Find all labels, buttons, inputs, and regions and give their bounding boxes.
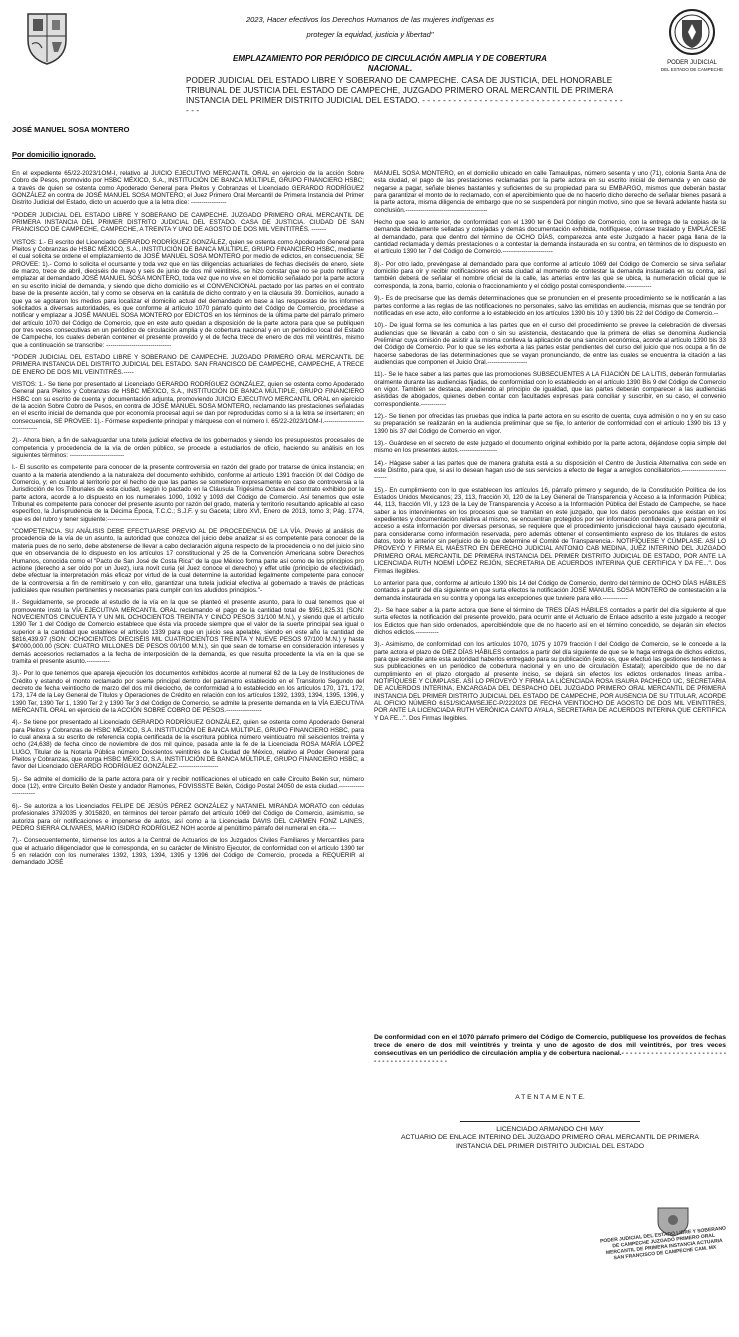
- paragraph: 6).- Se autoriza a los Licenciados FELIPE DE JESÚS PÉREZ GONZÁLEZ y NATANIEL MIRANDA MORATO con cédulas profesionales 3792035 y 3015820, en términos del tercer párrafo del artículo 1069 del Código de Comercio, asimismo, se autoriza para oír notificaciones e imponerse de autos, así como a la Licenciada DAVIS DEL CARMEN FONZ LAINES, PEDRO SIERRA OLIVARES, MARIO ISIDRO RODRÍGUEZ NOH acorde al penúltimo párrafo del numeral en cita.---: [12, 802, 364, 832]
- right-column-text: [374, 170, 726, 1030]
- addressee-domicile: Por domicilio ignorado.: [12, 150, 96, 159]
- paragraph: VISTOS: 1.- Se tiene por presentado al Licenciado GERARDO RODRÍGUEZ GONZÁLEZ, quien se ostenta como Apoderado General para Pleitos y Cobranzas de HSBC MÉXICO, S.A., INSTITUCIÓN DE BANCA MÚLTIPLE, GRUPO FINANCIERO HSBC con su escrito de cuenta y documentación adjunta, promoviendo JUICIO EJECUTIVO MERCANTIL ORAL en ejercicio de la acción Sobre Cobro de Pesos, en contra de JOSÉ MANUEL SOSA MONTERO, reclamando las prestaciones señaladas en el escrito inicial de demanda que por economía procesal aquí se dan por reproducidas como si a la letra se insertaren; en consecuencia, SE PROVEE: 1).- Fórmese expediente principal y márquese con el número I. 65/22-2023/1OM-I.-------------------------------: [12, 380, 364, 432]
- signer-role-line-1: ACTUARIO DE ENLACE INTERINO DEL JUZGADO PRIMERO ORAL MERCANTIL DE PRIMERA: [401, 1134, 699, 1141]
- paragraph: 2).- Ahora bien, a fin de salvaguardar una tutela judicial efectiva de los gobernados y siendo los presupuestos procesales de competencia y procedencia de la vía de orden público, se procede a estudiarlos de oficio, haciendo su análisis en los siguientes términos: --------------------------: [12, 437, 364, 460]
- paragraph: Hecho que sea lo anterior, de conformidad con el 1390 ter 6 Del Código de Comercio, con la entrega de la copias de la demanda debidamente selladas y cotejadas y demás documentación exhibida, notifíquese, córrase traslado y EMPLÁCESE al demandado, para que dentro del término de OCHO DÍAS, comparezca ante este Juzgado a hacer paga llana de la cantidad reclamada y demás prestaciones o a contestar la demanda instaurada en su contra, en términos de lo dispuesto en el artículo 1390 ter 7 del Código de Comercio.------------------------: [374, 219, 726, 256]
- paragraph: VISTOS: 1.- El escrito del Licenciado GERARDO RODRÍGUEZ GONZÁLEZ, quien se ostenta como Apoderado General para Pleitos y Cobranzas de HSBC MÉXICO, S.A., INSTITUCIÓN DE BANCA MÚLTIPLE, GRUPO FINANCIERO HSBC, mediante el cual solicita se ordene el emplazamiento de JOSÉ MANUEL SOSA MONTERO por medio de edictos, en consecuencia; SE PROVEE: 1).- Como lo solicita el ocursante y toda vez que en las diligencias actuariales de fechas dieciséis de enero, siete de marzo, trece de abril, dieciséis de mayo y seis de junio de dos mil veintitrés, se hizo constar que no se pudo notificar y emplazar al demandado JOSÉ MANUEL SOSA MONTERO, toda vez que no vive en el domicilio señalado por la parte actora en su escrito inicial de demanda, y siendo que dicho domicilio es el CONVENCIONAL pactado por las partes en el contrato base de la presente acción, tal y como se observa en la carátula de dicho contrato y en la cláusula 39. Domicilios, aunado a que ya se agotaron los medios para localizar el domicilio actual del demandado en base a las respuestas de los informes solicitados a diversas autoridades, es que conforme al artículo 1070 párrafo quinto del Código de Comercio, procédase a notificar y emplazar a JOSÉ MANUEL SOSA MONTERO por EDICTOS en los términos de la última parte del párrafo primero del artículo 1070 del Código de Comercio, que en este auto quedan a disposición de la parte actora para que se publiquen por tres veces consecutivas en un periódico de circulación amplia y de cobertura nacional y en un periódico local del Estado de Campeche, los cuales deberán contener el presente proveído y el de fecha trece de enero de dos mil veintitrés, mismo que a continuación se transcribe: -------------------------------: [12, 238, 364, 349]
- signature-line: [460, 1121, 640, 1122]
- motto-line-2: proteger la equidad, justicia y libertad": [306, 30, 434, 39]
- paragraph: I.- El suscrito es competente para conocer de la presente controversia en razón del grado por tratarse de única instancia; en cuanto a la materia atendiendo a la naturaleza del documento exhibido, conforme al artículo 1391 fracción IX del Código de Comercio, y; en cuanto al territorio por el hecho de que las partes se sometieron expresamente en caso de controversia a la Jurisdicción de los Tribunales de esta ciudad, según lo pactado en la Cláusula Trigésima Octava del contrato exhibido por la parte actora, acorde a lo dispuesto en los numerales 1090, 1092 y 1093 del Código de Comercio. Así tenemos que este Tribunal es competente para conocer del presente asunto por razón del grado, materia y territorio resultando aplicable al caso específico, la Jurisprudencia de la Décima Época, T.C.C.; S.J.F. y su Gaceta; Libro XVI, Enero de 2013, tomo 3; Pág. 1774, que es del rubro y tener siguiente:--------------------: [12, 464, 364, 523]
- paragraph: 10).- De igual forma se les comunica a las partes que en el curso del procedimiento se prevee la celebración de diversas audiencias que se llevarán a cabo con o sin su asistencia, destacando que la primera de ellas se denomina Audiencia Preliminar cuya omisión de asistir a la misma conlleva la aplicación de una sanción económica, acorde al artículo 1390 bis 33 del Código de Comercio. Por lo que se les exhorta a las partes estar pendientes del curso del juicio que nos ocupa a fin de hacerse sabedoras de las determinaciones que se vayan pronunciando, de entre las cuales se encuentra la citación a las audiencias que componen el Juicio Oral.-------------------: [374, 322, 726, 366]
- paragraph: Lo anterior para que, conforme al artículo 1390 bis 14 del Código de Comercio, dentro del término de OCHO DÍAS HÁBILES contados a partir del día siguiente en que surta efectos la notificación JOSÉ MANUEL SOSA MONTERO de contestación a la demanda instaurada en su contra y oponga las excepciones que tuviere para ello.------------: [374, 579, 726, 602]
- paragraph: 8).- Por otro lado, prevéngase al demandado para que conforme al artículo 1069 del Código de Comercio se sirva señalar domicilio para oír y recibir notificaciones en esta ciudad al momento de contestar la demanda instaurada en su contra, así también deberá de señalar el nombre oficial de la calle, las arterias entre las que se ubica, la numeración oficial que le corresponda, la zona, barrio, colonia o fraccionamiento y el código postal correspondiente.------------: [374, 260, 726, 290]
- paragraph: 5).- Se admite el domicilio de la parte actora para oír y recibir notificaciones el ubicado en calle Circuito Belén sur, número doce (12), entre Circuito Belén Oeste y andador Ramones, FOVISSSTE Belén, Código Postal 24050 de esta ciudad.-----------------------: [12, 775, 364, 798]
- stamp-text: PODER JUDICIAL DEL ESTADO LIBRE Y SOBERANO DE CAMPECHE JUZGADO PRIMERO ORAL MERCANTIL DE PRIMERA INSTANCIA ACTUARIA SAN FRANCISCO DE CAMPECHE CAM. MX: [599, 1225, 727, 1262]
- paragraph: "PODER JUDICIAL DEL ESTADO LIBRE Y SOBERANO DE CAMPECHE. JUZGADO PRIMERO ORAL MERCANTIL DE PRIMERA INSTANCIA DEL DISTRITO JUDICIAL DEL ESTADO. SAN FRANCISCO DE CAMPECHE, CAMPECHE, A TRECE DE ENERO DE DOS MIL VEINTITRÉS.-----: [12, 353, 364, 376]
- paragraph: 11).- Se le hace saber a las partes que las promociones SUBSECUENTES A LA FIJACIÓN DE LA LITIS, deberán formularlas oralmente durante las audiencias fijadas, de conformidad con lo establecido en el artículo 1390 Bis 9 del Código de Comercio en vigor. También se destaca, atendiendo al principio de igualdad, que las partes deberán comparecer a las audiencias asistidas de abogados, quienes deben contar con facultades expresas para conciliar y suscribir, en su caso, el convenio correspondiente.------------: [374, 371, 726, 408]
- paragraph: En el expediente 65/22-2023/1OM-I, relativo al JUICIO EJECUTIVO MERCANTIL ORAL en ejercicio de la acción Sobre Cobro de Pesos, promovido por HSBC MÉXICO, S.A., INSTITUCIÓN DE BANCA MÚLTIPLE, GRUPO FINANCIERO HSBC; a través de quien se ostenta como Apoderado General para Pleitos y Cobranzas el Licenciado GERARDO RODRÍGUEZ GONZÁLEZ en contra de JOSÉ MANUEL SOSA MONTERO; el Juez Primero Oral Mercantil de Primera Instancia del Primer Distrito Judicial del Estado, dicto un acuerdo que a la letra dice: -----------------: [12, 170, 364, 207]
- title-line-2: NACIONAL.: [367, 64, 413, 73]
- paragraph: 2).- Se hace saber a la parte actora que tiene el término de TRES DÍAS HÁBILES contados a partir del día siguiente al que surta efectos la notificación del presente proveído, para ocurrir ante el Actuario de Enlace adscrito a este juzgado a recoger los Edictos que han sido ordenados, apercibiéndole que de no hacerlo así en el término concedido, se dejarán sin efectos dichos edictos.-----------: [374, 606, 726, 636]
- signature-block: [374, 1094, 726, 1151]
- paragraph: 3).- Por lo que tenemos que apareja ejecución los documentos exhibidos acorde al numeral 62 de la Ley de Instituciones de Crédito y estando el monto reclamado por suerte principal dentro del parámetro establecido en el Transitorio Segundo del decreto de fecha veintiocho de marzo del dos mil dieciocho, de conformidad a lo establecido en los artículos 170, 171, 172, 173, 174 de la Ley General de Títulos y Operaciones de Crédito en relación con los artículos 1392, 1393, 1394, 1395, 1396, y 1390 Ter, 1390 Ter 1, 1390 Ter 2 y 1390 Ter 3 del Código de Comercio, se admite la presente demanda en la VÍA EJECUTIVA MERCANTIL ORAL en ejercicio de la ACCIÓN SOBRE COBRO DE PESOS.-----------------: [12, 670, 364, 715]
- paragraph: 9).- Es de precisarse que las demás determinaciones que se pronuncien en el presente procedimiento se le notificarán a las partes conforme a las reglas de las notificaciones no personales, salvo las emitidas en audiencia, mismas que se tendrán por notificadas en ese acto, ello conforme a lo establecido en los artículos 1390 bis 10 y 1390 bis 22 del Código de Comercio.--: [374, 295, 726, 317]
- addressee-name: JOSÉ MANUEL SOSA MONTERO: [12, 125, 130, 134]
- header-motto: [140, 12, 600, 42]
- court-header: PODER JUDICIAL DEL ESTADO LIBRE Y SOBERANO DE CAMPECHE. CASA DE JUSTICIA, DEL HONORABLE TRIBUNAL DE JUSTICIA DEL ESTADO DE CAMPECHE, JUZGADO PRIMERO ORAL MERCANTIL DE PRIMERA INSTANCIA DEL PRIMER DISTRITO JUDICIAL DEL ESTADO. - - - - - - - - - - - - - - - - - - - - - - - - - - - - - - - - - - - - - - - - - -: [186, 76, 623, 115]
- paragraph: 14).- Hágase saber a las partes que de manera gratuita está a su disposición el Centro de Justicia Alternativa con sede en este Distrito, para que, si así lo desean hagan uso de sus servicios a efecto de llegar a arreglos conciliatorios.---------------------------: [374, 459, 726, 482]
- title-line-1: EMPLAZAMIENTO POR PERIÓDICO DE CIRCULACIÓN AMPLIA Y DE COBERTURA: [233, 54, 547, 63]
- left-column-text: [12, 170, 364, 1330]
- paragraph: 12).- Se tienen por ofrecidas las pruebas que indica la parte actora en su escrito de cuenta, cuya admisión o no y en su caso su preparación se realizarán en la audiencia preliminar que se fije, lo anterior de conformidad con el artículo 1390 bis 13 y 1390 bis 37 del Código de Comercio en vigor.: [374, 412, 726, 435]
- actuaria-stamp-icon: [618, 1200, 728, 1325]
- paragraph: 15).- En cumplimiento con lo que establecen los artículos 16, párrafo primero y segundo, de la Constitución Política de los Estados Unidos Mexicanos; 23, 113, fracción XI, 120 de la Ley General de Transparencia y Acceso a la Información Pública; 44, 113, fracción VII, y 123 de la Ley de Transparencia y Acceso a la Información Pública del Estado de Campeche, se hace saber a los intervinientes en los procesos que se tramitan en este juzgado, que los datos personales que existan en los expedientes y documentación relativa al mismo, se encuentran protegidos por ser información confidencial, y para permitir el acceso a esta información por diversas personas, se requiere que el procedimiento jurisdiccional haya causado ejecutoria, para considerarse como información reservada, pero además obtener el consentimiento expreso de los titulares de estos datos, todo lo anterior sin perjuicio de lo que determine el Comité de Transparencia.- NOTIFÍQUESE Y CÚMPLASE. ASÍ LO PROVEYÓ Y FIRMA EL MAESTRO EN DERECHO JUDICIAL ANTONIO CAB MEDINA, JUEZ INTERINO DEL JUZGADO PRIMERO ORAL MERCANTIL DE PRIMERA INSTANCIA DEL PRIMER DISTRITO JUDICIAL DE ESTADO, POR ANTE LA LICENCIADA RUTH NOEMÍ LÓPEZ REJÓN, SECRETARIA DE ACUERDOS INTERINA QUE CERTIFICA Y DA FE...". Dos Firmas Ilegibles.: [374, 486, 726, 575]
- paragraph: "COMPETENCIA. SU ANÁLISIS DEBE EFECTUARSE PREVIO AL DE PROCEDENCIA DE LA VÍA. Previo al análisis de procedencia de la vía de un asunto, la autoridad que conozca del juicio debe analizar si es competente para conocer de la materia pues de no serlo, debe abstenerse de llevar a cabo declaración alguna respecto de la procedencia o no del juicio sino que en observancia de lo dispuesto en los artículos 17 constitucional y 25 de la Convención Americana sobre Derechos Humanos, conocida como el "Pacto de San José de Costa Rica" de la que México forma parte así como de los principios pro actione (derecho a ser oído por un Juez), iura novit curia (el Juez conoce el derecho) y effet utile (principio de efectividad), debe efectuar la interpretación más eficaz por virtud de la cual determine la autoridad legalmente competente para conocer de la controversia a fin de remitírselo y con ello, garantizar una tutela judicial efectiva al gobernado a través de prácticas judiciales que resulten pertinentes y necesarias para cumplir con los aludidos principios."-: [12, 528, 364, 594]
- paragraph: 13).- Guárdese en el secreto de este juzgado el documento original exhibido por la parte actora, déjándose copia simple del mismo en los presentes autos.------------------: [374, 440, 726, 455]
- paragraph: 7).- Consecuentemente, túrnense los autos a la Central de Actuarios de los Juzgados Civiles Familiares y Mercantiles para que el actuario diligenciador que le corresponda, en su carácter de Ministro Ejecutor, de conformidad con el artículo 1390 ter 5 en relación con los numerales 1392, 1393, 1394, 1395 y 1396 del Código de Comercio, proceda a REQUERIR al demandado JOSÉ: [12, 837, 364, 867]
- paragraph: 4).- Se tiene por presentado al Licenciado GERARDO RODRÍGUEZ GONZÁLEZ, quien se ostenta como Apoderado General para Pleitos y Cobranzas de HSBC MÉXICO, S.A. INSTITUCIÓN DE BANCA MÚLTIPLE, GRUPO FINANCIERO HSBC, para lo cual anexa a su escrito de referencia copia certificada de la escritura pública número veinticuatro mil seiscientos treinta y ocho (24,638) de fecha cinco de noviembre de dos mil quince, pasada ante la fe de la Licenciada ROSA MARÍA LÓPEZ LUGO, Titular de la Notaría Pública número Doscientos veintitrés de la Ciudad de México, relativo al Poder General para Pleitos y Cobranzas, que otorga HSBC MÉXICO, S.A. INSTITUCIÓN DE BANCA MÚLTIPLE, GRUPO FINANCIERO HSBC, a favor del Licenciado GERARDO RODRÍGUEZ GONZÁLEZ.-------------------: [12, 719, 364, 771]
- svg-text:PODER JUDICIAL: PODER JUDICIAL: [667, 60, 717, 66]
- paragraph: MANUEL SOSA MONTERO, en el domicilio ubicado en calle Tamaulipas, número sesenta y uno (71), colonia Santa Ana de esta ciudad, el pago de las prestaciones reclamadas por la parte actora en su escrito inicial de demanda y en caso de negarse a pagar, señale bienes bastantes y suficientes de su propiedad para su EMBARGO, mismos que deberán bastar para garantizar el monto de lo reclamado, con el apercibimiento que de no hacerlo dicho derecho de señalar bienes pasará a la parte actora, misma diligencia de embargo que no se suspenderá por ningún motivo, sino que se llevará adelante hasta su conclusión.---------------------------------------: [374, 170, 726, 214]
- motto-line-1: 2023, Hacer efectivos los Derechos Humanos de las mujeres indígenas es: [245, 15, 495, 24]
- poder-judicial-seal-icon: [660, 6, 724, 78]
- campeche-coat-of-arms-icon: [18, 8, 76, 66]
- svg-text:DEL ESTADO DE CAMPECHE: DEL ESTADO DE CAMPECHE: [660, 67, 724, 72]
- paragraph: "PODER JUDICIAL DEL ESTADO LIBRE Y SOBERANO DE CAMPECHE. JUZGADO PRIMERO ORAL MERCANTIL DE PRIMERA INSTANCIA DEL PRIMER DISTRITO JUDICIAL DEL ESTADO. CASA DE JUSTICIA. CIUDAD DE SAN FRANCISCO DE CAMPECHE, CAMPECHE, A TREINTA Y UNO DE AGOSTO DE DOS MIL VEINTITRÉS. -------: [12, 211, 364, 234]
- paragraph: II.- Seguidamente, se procede al estudio de la vía en la que se planteó el presente asunto, para lo cual tenemos que el promovente instó la VÍA EJECUTIVA MERCANTIL ORAL reclamando el pago de la cantidad total de $951,825.31 (SON: NOVECIENTOS CINCUENTA Y UN MIL OCHOCIENTOS TREINTA Y CINCO PESOS 31/100 M.N.), y siendo que el artículo 1390 Ter 1 del Código de Comercio establece que ésta vía procede siempre que el valor de la suerte principal sea igual o superior a la cantidad que establece el artículo 1339 para que un juicio sea apelable, siendo en este año la cantidad de $816,439.97 (SON: OCHOCIENTOS DIECISÉIS MIL CUATROCIENTOS TREINTA Y NUEVE PESOS 97/100 M.N.) y hasta $4'000,000.00 (SON: CUATRO MILLONES DE PESOS 00/100 M.N.), sin que sean de tomarse en consideración intereses y demás accesorios reclamados a la fecha de interposición de la demanda, es que resulta procedente la vía en la que se tramita el presente asunto.-----------: [12, 599, 364, 665]
- closing-text: A T E N T A M E N T E.: [515, 1094, 585, 1101]
- paragraph: 3).- Asimismo, de conformidad con los artículos 1070, 1075 y 1079 fracción I del Código de Comercio, se le concede a la parte actora el plazo de DIEZ DÍAS HÁBILES contados a partir del día siguiente de que se le haga entrega de dichos edictos, para que acredite ante esta autoridad haberlos entregado para su publicación (esto es, que efectuó las gestiones tendientes a sus publicaciones en un periódico de cobertura nacional y en uno de circulación Estatal); apercibido que de no dar cumplimiento en el plazo otorgado al presente inciso, se dejará sin efectos los edictos ordenados líneas arriba.- NOTIFÍQUESE Y CÚMPLASE. ASÍ LO PROVEYÓ Y FIRMA LA LICENCIADA ROSA ISAURA PACHECO UC, SECRETARIA DE ACUERDOS INTERINA, ENCARGADA DEL DESPACHO DEL JUZGADO PRIMERO ORAL MERCANTIL DE PRIMERA INSTANCIA DEL PRIMER DISTRITO JUDICIAL DEL ESTADO DE CAMPECHE, POR AUSENCIA DE SU TITULAR, ACORDE AL OFICIO NÚMERO 6151/SICAM/SEJEC-P/222023 DE FECHA VEINTIOCHO DE AGOSTO DE DOS MIL VEINTITRÉS, POR ANTE LA LICENCIADA RUTH VERÓNICA CANTO AYALA, SECRETARIA DE ACUERDOS INTERINA QUE CERTIFICA Y DA FE...". Dos Firmas Ilegibles.: [374, 641, 726, 722]
- signer-name: LICENCIADO ARMANDO CHI MAY: [496, 1125, 604, 1133]
- publication-notice: De conformidad con en el 1070 párrafo primero del Código de Comercio, publíquese los proveídos de fechas trece de enero de dos mil veintitrés y treinta y uno de agosto de dos mil veintitrés, por tres veces consecutivas en un periódico de circulación amplia y de cobertura nacional.- - - - - - - - - - - - - - - - - - - - - - - - - - - - - - - - - - - - - - - - - - -: [374, 1034, 726, 1065]
- document-title: [180, 54, 600, 74]
- signer-role-line-2: INSTANCIA DEL PRIMER DISTRITO JUDICIAL DEL ESTADO: [455, 1142, 645, 1150]
